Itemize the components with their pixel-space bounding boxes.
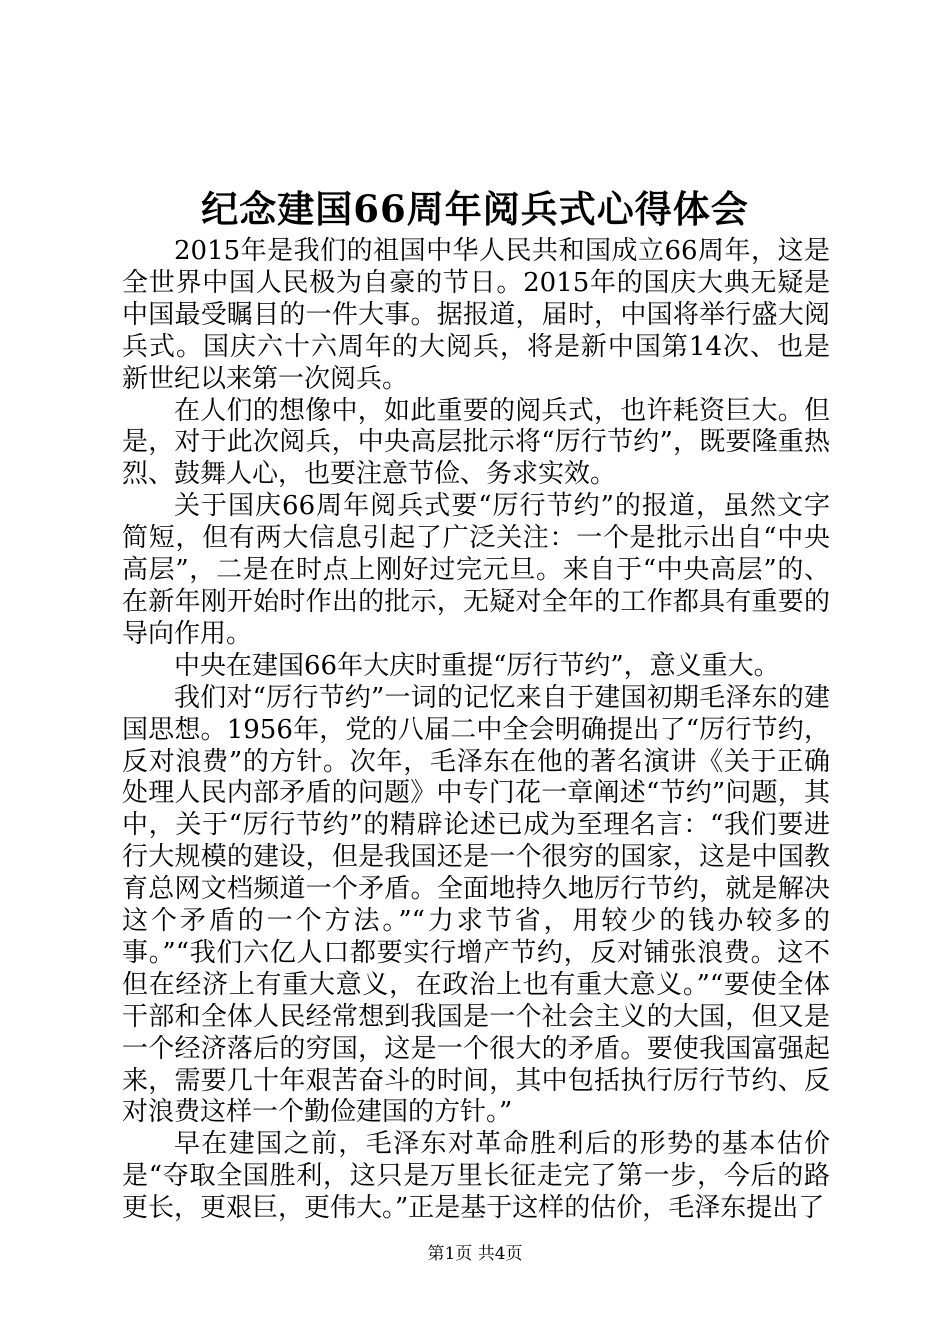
document-title: 纪念建国66周年阅兵式心得体会: [201, 187, 749, 231]
paragraph: 关于国庆66周年阅兵式要“厉行节约”的报道，虽然文字简短，但有两大信息引起了广泛关注：一个是批示出自“中央高层”，二是在时点上刚好过完元旦。来自于“中央高层”的、在新年刚开始时作出的批示，无疑对全年的工作都具有重要的导向作用。: [122, 491, 830, 649]
paragraph: 2015年是我们的祖国中华人民共和国成立66周年，这是全世界中国人民极为自豪的节日。2015年的国庆大典无疑是中国最受瞩目的一件大事。据报道，届时，中国将举行盛大阅兵式。国庆六十六周年的大阅兵，将是新中国第14次、也是新世纪以来第一次阅兵。: [122, 236, 830, 394]
paragraph: 早在建国之前，毛泽东对革命胜利后的形势的基本估价是“夺取全国胜利，这只是万里长征走完了第一步，今后的路更长，更艰巨，更伟大。”正是基于这样的估价，毛泽东提出了: [122, 1129, 830, 1224]
document-body: [122, 236, 830, 1225]
paragraph: 我们对“厉行节约”一词的记忆来自于建国初期毛泽东的建国思想。1956年，党的八届二中全会明确提出了“厉行节约，反对浪费”的方针。次年，毛泽东在他的著名演讲《关于正确处理人民内部矛盾的问题》中专门花一章阐述“节约”问题，其中，关于“厉行节约”的精辟论述已成为至理名言：“我们要进行大规模的建设，但是我国还是一个很穷的国家，这是中国教育总网文档频道一个矛盾。全面地持久地厉行节约，就是解决这个矛盾的一个方法。”“力求节省，用较少的钱办较多的事。”“我们六亿人口都要实行增产节约，反对铺张浪费。这不但在经济上有重大意义，在政治上也有重大意义。”“要使全体干部和全体人民经常想到我国是一个社会主义的大国，但又是一个经济落后的穷国，这是一个很大的矛盾。要使我国富强起来，需要几十年艰苦奋斗的时间，其中包括执行厉行节约、反对浪费这样一个勤俭建国的方针。”: [122, 682, 830, 1128]
page-number-footer: 第1页 共4页: [427, 1244, 523, 1264]
paragraph: 在人们的想像中，如此重要的阅兵式，也许耗资巨大。但是，对于此次阅兵，中央高层批示将“厉行节约”，既要隆重热烈、鼓舞人心，也要注意节俭、务求实效。: [122, 395, 830, 490]
paragraph: 中央在建国66年大庆时重提“厉行节约”，意义重大。: [174, 650, 780, 681]
